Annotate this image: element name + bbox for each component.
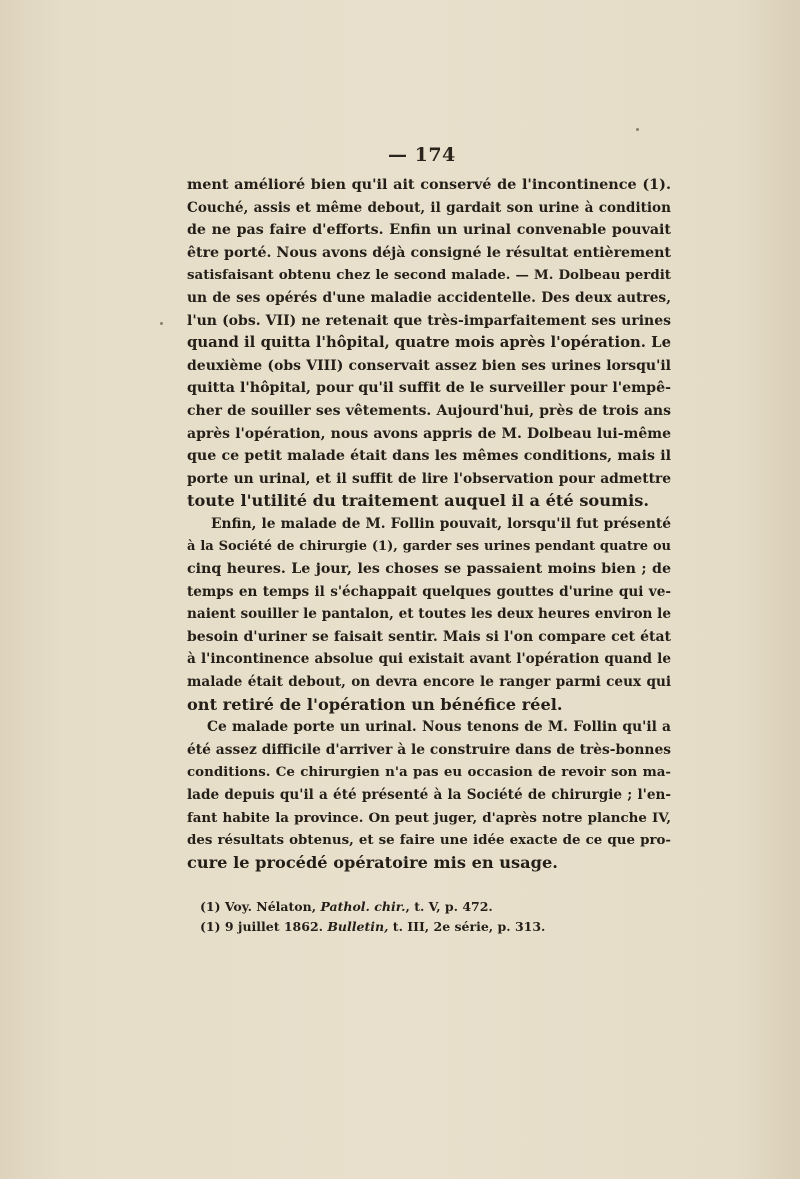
text-line: que ce petit malade était dans les mêmes conditions, mais il (187, 448, 671, 465)
text-line: conditions. Ce chirurgien n'a pas eu occasion de revoir son ma- (187, 764, 671, 781)
footnote-italic: Pathol. chir. (320, 899, 406, 914)
footnote-italic: Bulletin, (327, 919, 389, 934)
footnote-2 (200, 917, 620, 937)
margin-speck (160, 322, 163, 325)
text-line: deuxième (obs VIII) conservait assez bien ses urines lorsqu'il (187, 357, 671, 374)
footnote-text: (1) Voy. Nélaton, (200, 899, 321, 914)
text-line: satisfaisant obtenu chez le second malade. — M. Dolbeau perdit (187, 267, 671, 284)
body-text (187, 174, 671, 874)
text-line: malade était debout, on devra encore le ranger parmi ceux qui (187, 674, 671, 691)
paragraph-3 (187, 716, 671, 874)
footnote-text: , t. V, p. 472. (405, 899, 493, 914)
paragraph-1 (187, 174, 671, 513)
text-line: ment amélioré bien qu'il ait conservé de l'incontinence (1). (187, 176, 671, 193)
footnote-text: t. III, 2e série, p. 313. (388, 919, 546, 934)
text-line: Enfin, le malade de M. Follin pouvait, lorsqu'il fut présenté (211, 515, 671, 532)
text-line: quitta l'hôpital, pour qu'il suffit de le surveiller pour l'empê- (187, 380, 671, 397)
footnotes (200, 897, 620, 937)
text-line: être porté. Nous avons déjà consigné le résultat entièrement (187, 244, 671, 261)
text-line: après l'opération, nous avons appris de M. Dolbeau lui-même (187, 425, 671, 442)
text-line: Ce malade porte un urinal. Nous tenons de M. Follin qu'il a (207, 719, 671, 736)
text-line: porte un urinal, et il suffit de lire l'observation pour admettre (187, 470, 671, 487)
paragraph-2 (187, 513, 671, 716)
text-line: à l'incontinence absolue qui existait avant l'opération quand le (187, 651, 671, 668)
margin-speck (636, 128, 639, 131)
text-line: toute l'utilité du traitement auquel il a été soumis. (187, 491, 650, 511)
text-line: cinq heures. Le jour, les choses se passaient moins bien ; de (187, 561, 671, 578)
text-line: un de ses opérés d'une maladie accidentelle. Des deux autres, (187, 289, 671, 306)
text-line: cure le procédé opératoire mis en usage. (187, 852, 558, 872)
text-line: été assez difficile d'arriver à le construire dans de très-bonnes (187, 741, 671, 758)
text-line: ont retiré de l'opération un bénéfice réel. (187, 694, 563, 714)
text-line: Couché, assis et même debout, il gardait son urine à condition (187, 199, 671, 216)
text-line: lade depuis qu'il a été présenté à la Société de chirurgie ; l'en- (187, 787, 671, 804)
text-line: fant habite la province. On peut juger, d'après notre planche IV, (187, 809, 671, 826)
text-line: des résultats obtenus, et se faire une idée exacte de ce que pro- (187, 832, 671, 849)
text-line: temps en temps il s'échappait quelques gouttes d'urine qui ve- (187, 583, 671, 600)
text-line: de ne pas faire d'efforts. Enfin un urinal convenable pouvait (187, 222, 671, 239)
page-number: — 174 (388, 144, 456, 166)
text-line: à la Société de chirurgie (1), garder ses urines pendant quatre ou (187, 538, 671, 554)
text-line: l'un (obs. VII) ne retenait que très-imparfaitement ses urines (187, 312, 671, 329)
text-line: besoin d'uriner se faisait sentir. Mais si l'on compare cet état (187, 628, 671, 645)
text-line: naient souiller le pantalon, et toutes les deux heures environ le (187, 606, 671, 623)
footnote-text: (1) 9 juillet 1862. (200, 919, 328, 934)
footnote-1 (200, 897, 620, 917)
text-line: cher de souiller ses vêtements. Aujourd'hui, près de trois ans (187, 402, 671, 419)
text-line: quand il quitta l'hôpital, quatre mois après l'opération. Le (187, 334, 671, 352)
